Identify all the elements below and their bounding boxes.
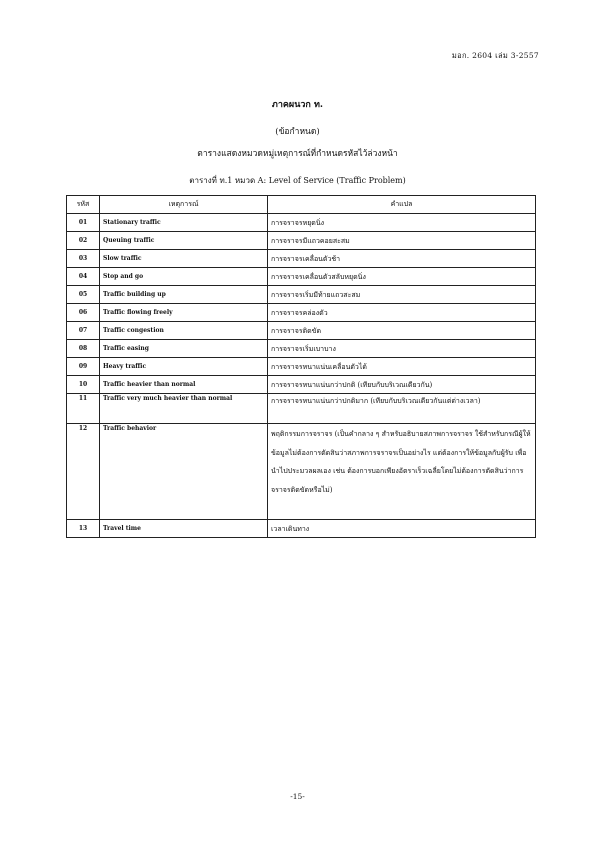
table-row [67,394,536,424]
row-event: Slow traffic [100,250,268,268]
row-event: Traffic building up [100,286,268,304]
header-event: เหตุการณ์ [100,196,268,214]
row-code: 11 [67,394,100,424]
row-code: 08 [67,340,100,358]
row-event: Travel time [100,520,268,538]
row-meaning: การจราจรหนาแน่นกว่าปกติมาก (เทียบกับบริเวณเดียวกันแต่ต่างเวลา) [268,394,536,424]
table-row [67,376,536,394]
row-event: Traffic very much heavier than normal [100,394,268,424]
table-header-row [67,196,536,214]
row-code: 07 [67,322,100,340]
row-meaning: การจราจรหนาแน่นเคลื่อนตัวได้ [268,358,536,376]
row-event: Queuing traffic [100,232,268,250]
row-code: 06 [67,304,100,322]
table-row [67,520,536,538]
row-code: 03 [67,250,100,268]
row-meaning: การจราจรมีแถวคอยสะสม [268,232,536,250]
annex-title: ภาคผนวก ท. [271,100,324,110]
row-meaning: การจราจรหยุดนิ่ง [268,214,536,232]
row-meaning: การจราจรติดขัด [268,322,536,340]
row-event: Traffic flowing freely [100,304,268,322]
table-caption: ตารางที่ ท.1 หมวด A: Level of Service (Traffic Problem) [189,176,406,185]
page-number: -15- [290,792,305,801]
table-row [67,340,536,358]
row-meaning: การจราจรหนาแน่นกว่าปกติ (เทียบกับบริเวณเดียวกัน) [268,376,536,394]
row-code: 12 [67,424,100,520]
table-row [67,268,536,286]
header-meaning: คำแปล [268,196,536,214]
row-code: 10 [67,376,100,394]
table-row [67,250,536,268]
table-row [67,232,536,250]
row-code: 04 [67,268,100,286]
annex-description: ตารางแสดงหมวดหมู่เหตุการณ์ที่กำหนดรหัสไว้ล่วงหน้า [197,149,398,159]
table-row [67,424,536,520]
row-event: Traffic congestion [100,322,268,340]
header-code: รหัส [67,196,100,214]
row-code: 02 [67,232,100,250]
traffic-problem-table [66,195,536,538]
standard-number: มอก. 2604 เล่ม 3-2557 [451,51,539,60]
row-meaning: พฤติกรรมการจราจร (เป็นคำกลาง ๆ สำหรับอธิบายสภาพการจราจร ใช้สำหรับกรณีผู้ให้ข้อมูลไม่ต้องการตัดสินว่าสภาพการจราจรเป็นอย่างไร แต่ต้องการให้ข้อมูลกับผู้รับ เพื่อนำไปประมวลผลเอง เช่น ต้องการบอกเพียงอัตราเร็วเฉลี่ยโดยไม่ต้องการตัดสินว่าการจราจรติดขัดหรือไม่) [268,424,536,520]
row-code: 09 [67,358,100,376]
row-code: 05 [67,286,100,304]
table-row [67,358,536,376]
row-event: Stop and go [100,268,268,286]
row-event: Heavy traffic [100,358,268,376]
table-row [67,322,536,340]
table-row [67,214,536,232]
row-event: Traffic easing [100,340,268,358]
row-meaning: การจราจรเคลื่อนตัวช้า [268,250,536,268]
annex-subtitle: (ข้อกำหนด) [275,127,320,137]
row-code: 13 [67,520,100,538]
row-code: 01 [67,214,100,232]
row-event: Traffic heavier than normal [100,376,268,394]
row-meaning: การจราจรเริ่มมีท้ายแถวสะสม [268,286,536,304]
table-row [67,304,536,322]
table-row [67,286,536,304]
row-event: Traffic behavior [100,424,268,520]
row-event: Stationary traffic [100,214,268,232]
row-meaning: เวลาเดินทาง [268,520,536,538]
row-meaning: การจราจรคล่องตัว [268,304,536,322]
row-meaning: การจราจรเคลื่อนตัวสลับหยุดนิ่ง [268,268,536,286]
row-meaning: การจราจรเริ่มเบาบาง [268,340,536,358]
